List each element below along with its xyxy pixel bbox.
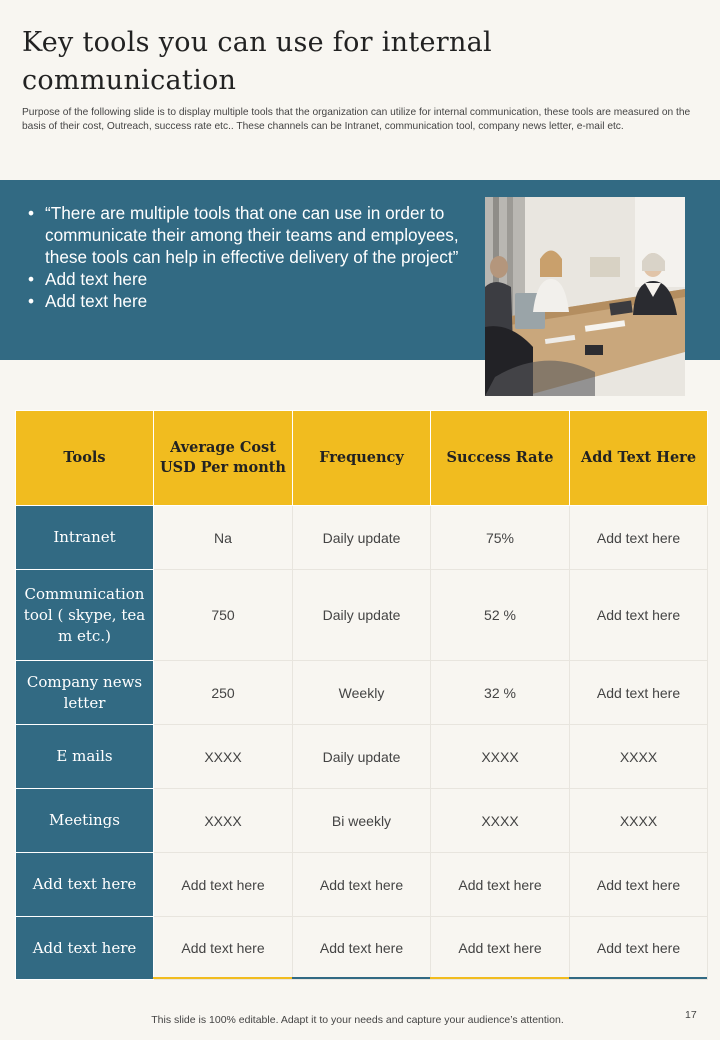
cell-success-rate: 75% xyxy=(431,506,570,570)
cell-frequency: Daily update xyxy=(293,570,431,661)
cell-cost: XXXX xyxy=(154,725,293,789)
table-header-row xyxy=(16,411,708,506)
row-tool-name: Meetings xyxy=(16,789,154,853)
table-row xyxy=(16,789,708,853)
header-success-rate: Success Rate xyxy=(431,411,570,506)
header-average-cost: Average Cost USD Per month xyxy=(154,411,293,506)
tools-comparison-table xyxy=(15,410,708,980)
footer-note: This slide is 100% editable. Adapt it to your needs and capture your audience’s attention. xyxy=(151,1014,564,1026)
table-row xyxy=(16,570,708,661)
header-frequency: Frequency xyxy=(293,411,431,506)
page-number: 17 xyxy=(685,1009,697,1021)
table-bottom-accent-blue xyxy=(569,977,707,979)
row-tool-name: Add text here xyxy=(16,917,154,980)
row-tool-name: Communication tool ( skype, team etc.) xyxy=(16,570,154,661)
row-tool-name: Company news letter xyxy=(16,661,154,725)
cell-extra: Add text here xyxy=(570,570,708,661)
cell-extra: Add text here xyxy=(570,661,708,725)
table-bottom-accent-yellow xyxy=(153,977,292,979)
banner-bullet-item: • Add text here xyxy=(28,268,480,290)
table-bottom-accent-blue xyxy=(292,977,430,979)
cell-extra: XXXX xyxy=(570,725,708,789)
banner-bullet-quote: • “There are multiple tools that one can use in order to communicate their among their teams and employees, these tools can help in effective delivery of the project” xyxy=(28,202,480,268)
cell-frequency: Add text here xyxy=(293,917,431,980)
table-row xyxy=(16,917,708,980)
meeting-photo xyxy=(485,197,685,396)
table-row xyxy=(16,661,708,725)
cell-cost: XXXX xyxy=(154,789,293,853)
cell-frequency: Add text here xyxy=(293,853,431,917)
header-tools: Tools xyxy=(16,411,154,506)
cell-success-rate: Add text here xyxy=(431,853,570,917)
page-description: Purpose of the following slide is to display multiple tools that the organization can utilize for internal communication, these tools are measured on the basis of their cost, Outreach, success rate etc.. These channels can be Intranet, communication tool, company news letter, e-mail etc. xyxy=(22,107,691,132)
cell-frequency: Bi weekly xyxy=(293,789,431,853)
cell-cost: Add text here xyxy=(154,853,293,917)
cell-extra: Add text here xyxy=(570,506,708,570)
cell-extra: XXXX xyxy=(570,789,708,853)
cell-extra: Add text here xyxy=(570,853,708,917)
cell-cost: 750 xyxy=(154,570,293,661)
row-tool-name: E mails xyxy=(16,725,154,789)
cell-cost: Add text here xyxy=(154,917,293,980)
cell-success-rate: 32 % xyxy=(431,661,570,725)
table-bottom-accent-yellow xyxy=(430,977,569,979)
page-title: Key tools you can use for internal communication xyxy=(22,27,492,96)
cell-success-rate: XXXX xyxy=(431,725,570,789)
table-row xyxy=(16,506,708,570)
table-row xyxy=(16,853,708,917)
banner-bullet-list xyxy=(28,202,480,312)
row-tool-name: Intranet xyxy=(16,506,154,570)
row-tool-name: Add text here xyxy=(16,853,154,917)
cell-cost: 250 xyxy=(154,661,293,725)
cell-extra: Add text here xyxy=(570,917,708,980)
cell-frequency: Weekly xyxy=(293,661,431,725)
meeting-photo-illustration xyxy=(485,197,685,396)
cell-success-rate: 52 % xyxy=(431,570,570,661)
cell-success-rate: Add text here xyxy=(431,917,570,980)
header-add-text: Add Text Here xyxy=(570,411,708,506)
cell-success-rate: XXXX xyxy=(431,789,570,853)
cell-frequency: Daily update xyxy=(293,506,431,570)
cell-cost: Na xyxy=(154,506,293,570)
cell-frequency: Daily update xyxy=(293,725,431,789)
table-row xyxy=(16,725,708,789)
banner-bullet-item: • Add text here xyxy=(28,290,480,312)
